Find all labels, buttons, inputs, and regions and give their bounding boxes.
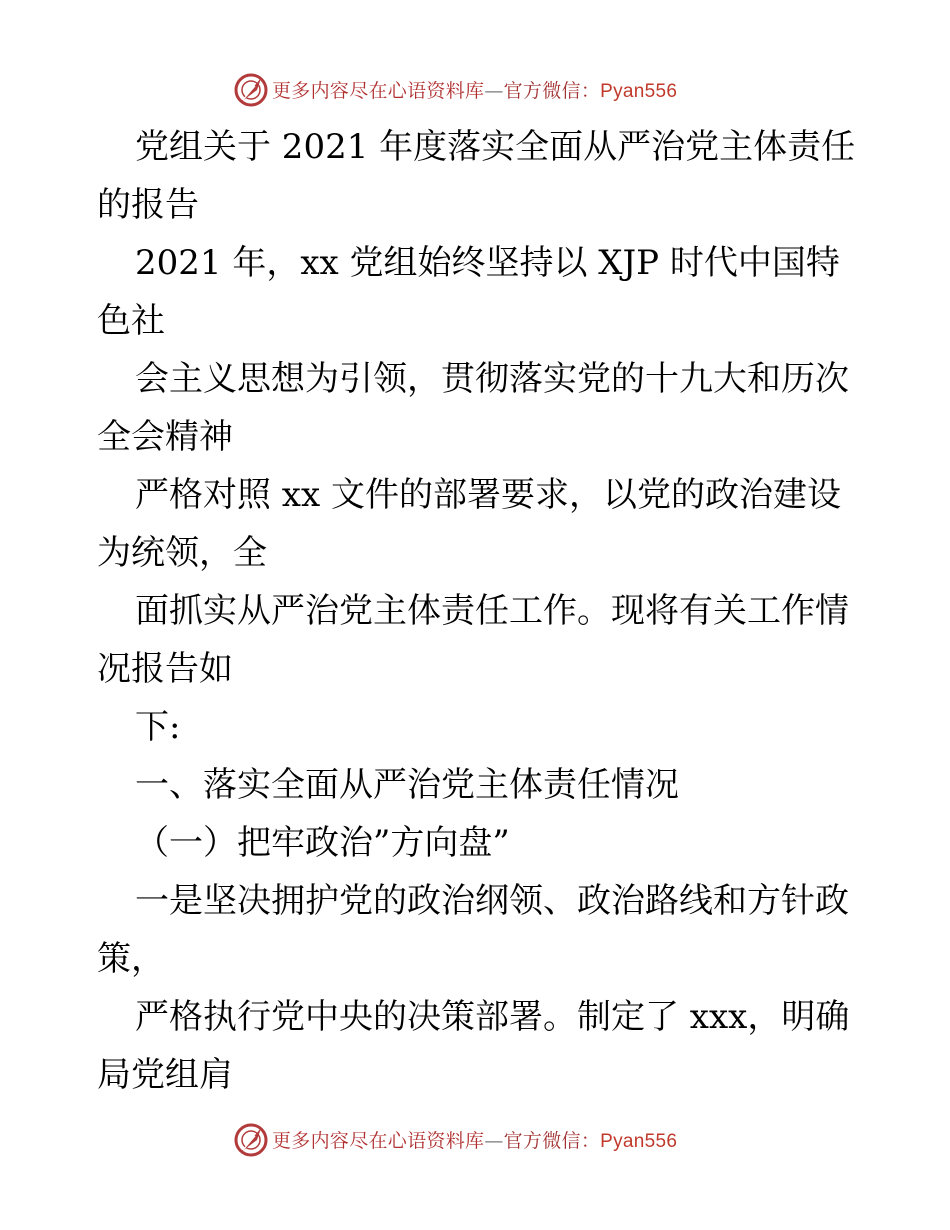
text-line: 严格对照 xx 文件的部署要求，以党的政治建设 [135, 475, 841, 515]
text-line: 局党组肩 [97, 1055, 233, 1095]
text-line: （一）把牢政治”方向盘” [135, 823, 510, 863]
text-line: 面抓实从严治党主体责任工作。现将有关工作情 [135, 591, 849, 631]
watermark-wechat-label: 官方微信： [503, 80, 601, 102]
quill-seal-icon [233, 72, 269, 108]
text-line: 会主义思想为引领，贯彻落实党的十九大和历次 [135, 359, 849, 399]
text-line: 一、落实全面从严治党主体责任情况 [135, 765, 679, 805]
text-line: 2021 年，xx 党组始终坚持以 XJP 时代中国特 [135, 243, 840, 283]
text-line: 党组关于 2021 年度落实全面从严治党主体责任 [135, 127, 856, 167]
watermark-separator: — [484, 1130, 504, 1152]
text-line: 色社 [97, 301, 165, 341]
watermark-text [272, 1126, 677, 1153]
watermark-text [272, 76, 677, 103]
document-body [97, 118, 857, 1104]
watermark-wechat-label: 官方微信： [503, 1130, 601, 1152]
text-line: 为统领，全 [97, 533, 267, 573]
text-line: 全会精神 [97, 417, 233, 457]
footer-watermark [0, 1120, 950, 1160]
watermark-wechat-id: Pyan556 [600, 81, 678, 102]
text-line: 严格执行党中央的决策部署。制定了 xxx，明确 [135, 997, 850, 1037]
watermark-site: 更多内容尽在心语资料库 [272, 80, 485, 102]
text-line: 策， [97, 939, 165, 979]
watermark-separator: — [484, 80, 504, 102]
header-watermark [0, 70, 950, 110]
watermark-site: 更多内容尽在心语资料库 [272, 1130, 485, 1152]
text-line: 下: [135, 707, 181, 747]
quill-seal-icon [233, 1122, 269, 1158]
text-line: 况报告如 [97, 649, 233, 689]
watermark-wechat-id: Pyan556 [600, 1131, 678, 1152]
text-line: 一是坚决拥护党的政治纲领、政治路线和方针政 [135, 881, 849, 921]
text-line: 的报告 [97, 185, 199, 225]
